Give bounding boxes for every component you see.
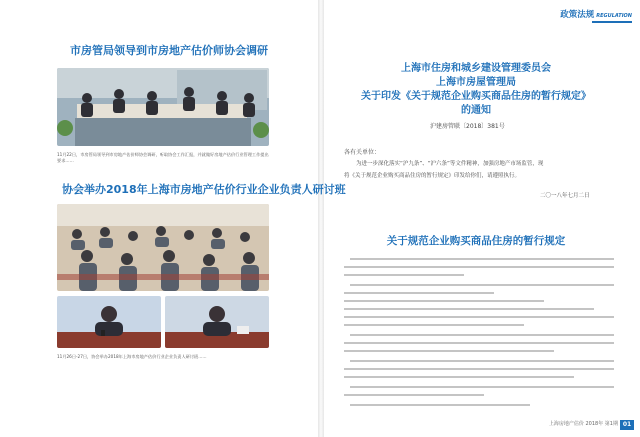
speaker-photo-left xyxy=(57,296,161,348)
rules-text-line xyxy=(350,284,614,286)
section-underline xyxy=(592,21,632,23)
caption-1: 11月22日，市房管局领导到市房地产估价师协会调研，听取协会工作汇报，并就做好房地产估价行业管理工作提出要求…… xyxy=(57,152,269,163)
notice-body-line-1: 为进一步深化落实“沪九条”、“沪六条”等文件精神，加强房地产市场监管，现 xyxy=(356,161,544,167)
rules-text-line xyxy=(350,258,614,260)
rules-text-line xyxy=(350,404,530,406)
speaker-photo-right xyxy=(165,296,269,348)
issuer-line-2: 上海市房屋管理局 xyxy=(436,77,516,88)
rules-text-line xyxy=(344,394,484,396)
rules-text-line xyxy=(344,368,614,370)
page-gutter xyxy=(318,0,324,437)
notice-title-line-2: 的通知 xyxy=(461,105,491,116)
journal-footer: 上海房地产估价 2018年 第1期 xyxy=(548,421,618,427)
seminar-photo xyxy=(57,204,269,291)
rules-text-line xyxy=(344,350,554,352)
rules-text-line xyxy=(344,376,574,378)
document-number: 沪建房管联〔2018〕381号 xyxy=(430,123,505,130)
section-label xyxy=(560,8,632,20)
caption-2: 11月26日-27日，协会举办2018年上海市房地产估价行业企业负责人研讨班…… xyxy=(57,354,207,359)
rules-text-line xyxy=(344,324,524,326)
section-label-en: REGULATION xyxy=(596,13,632,19)
rules-text-line xyxy=(350,360,614,362)
rules-text-line xyxy=(350,386,614,388)
rules-text-line xyxy=(344,292,494,294)
rules-title: 关于规范企业购买商品住房的暂行规定 xyxy=(386,235,566,247)
rules-text-line xyxy=(344,342,614,344)
rules-text-line xyxy=(344,300,544,302)
rules-text-line xyxy=(344,316,614,318)
notice-body-line-2: 将《关于规范企业购买商品住房的暂行规定》印发给你们，请遵照执行。 xyxy=(344,173,521,179)
rules-text-line xyxy=(344,308,594,310)
meeting-photo xyxy=(57,68,269,146)
news-title-2: 协会举办2018年上海市房地产估价行业企业负责人研讨班 xyxy=(62,183,346,196)
section-label-cn: 政策法规 xyxy=(560,10,595,20)
notice-title-line-1: 关于印发《关于规范企业购买商品住房的暂行规定》 xyxy=(361,91,591,102)
notice-date: 二〇一八年七月二日 xyxy=(540,193,590,199)
salutation: 各有关单位： xyxy=(344,149,381,156)
rules-text-line xyxy=(350,334,614,336)
page-number: 01 xyxy=(620,420,634,430)
issuer-line-1: 上海市住房和城乡建设管理委员会 xyxy=(401,63,551,74)
rules-text-line xyxy=(344,274,464,276)
news-title-1: 市房管局领导到市房地产估价师协会调研 xyxy=(70,44,268,57)
rules-text-line xyxy=(344,266,614,268)
